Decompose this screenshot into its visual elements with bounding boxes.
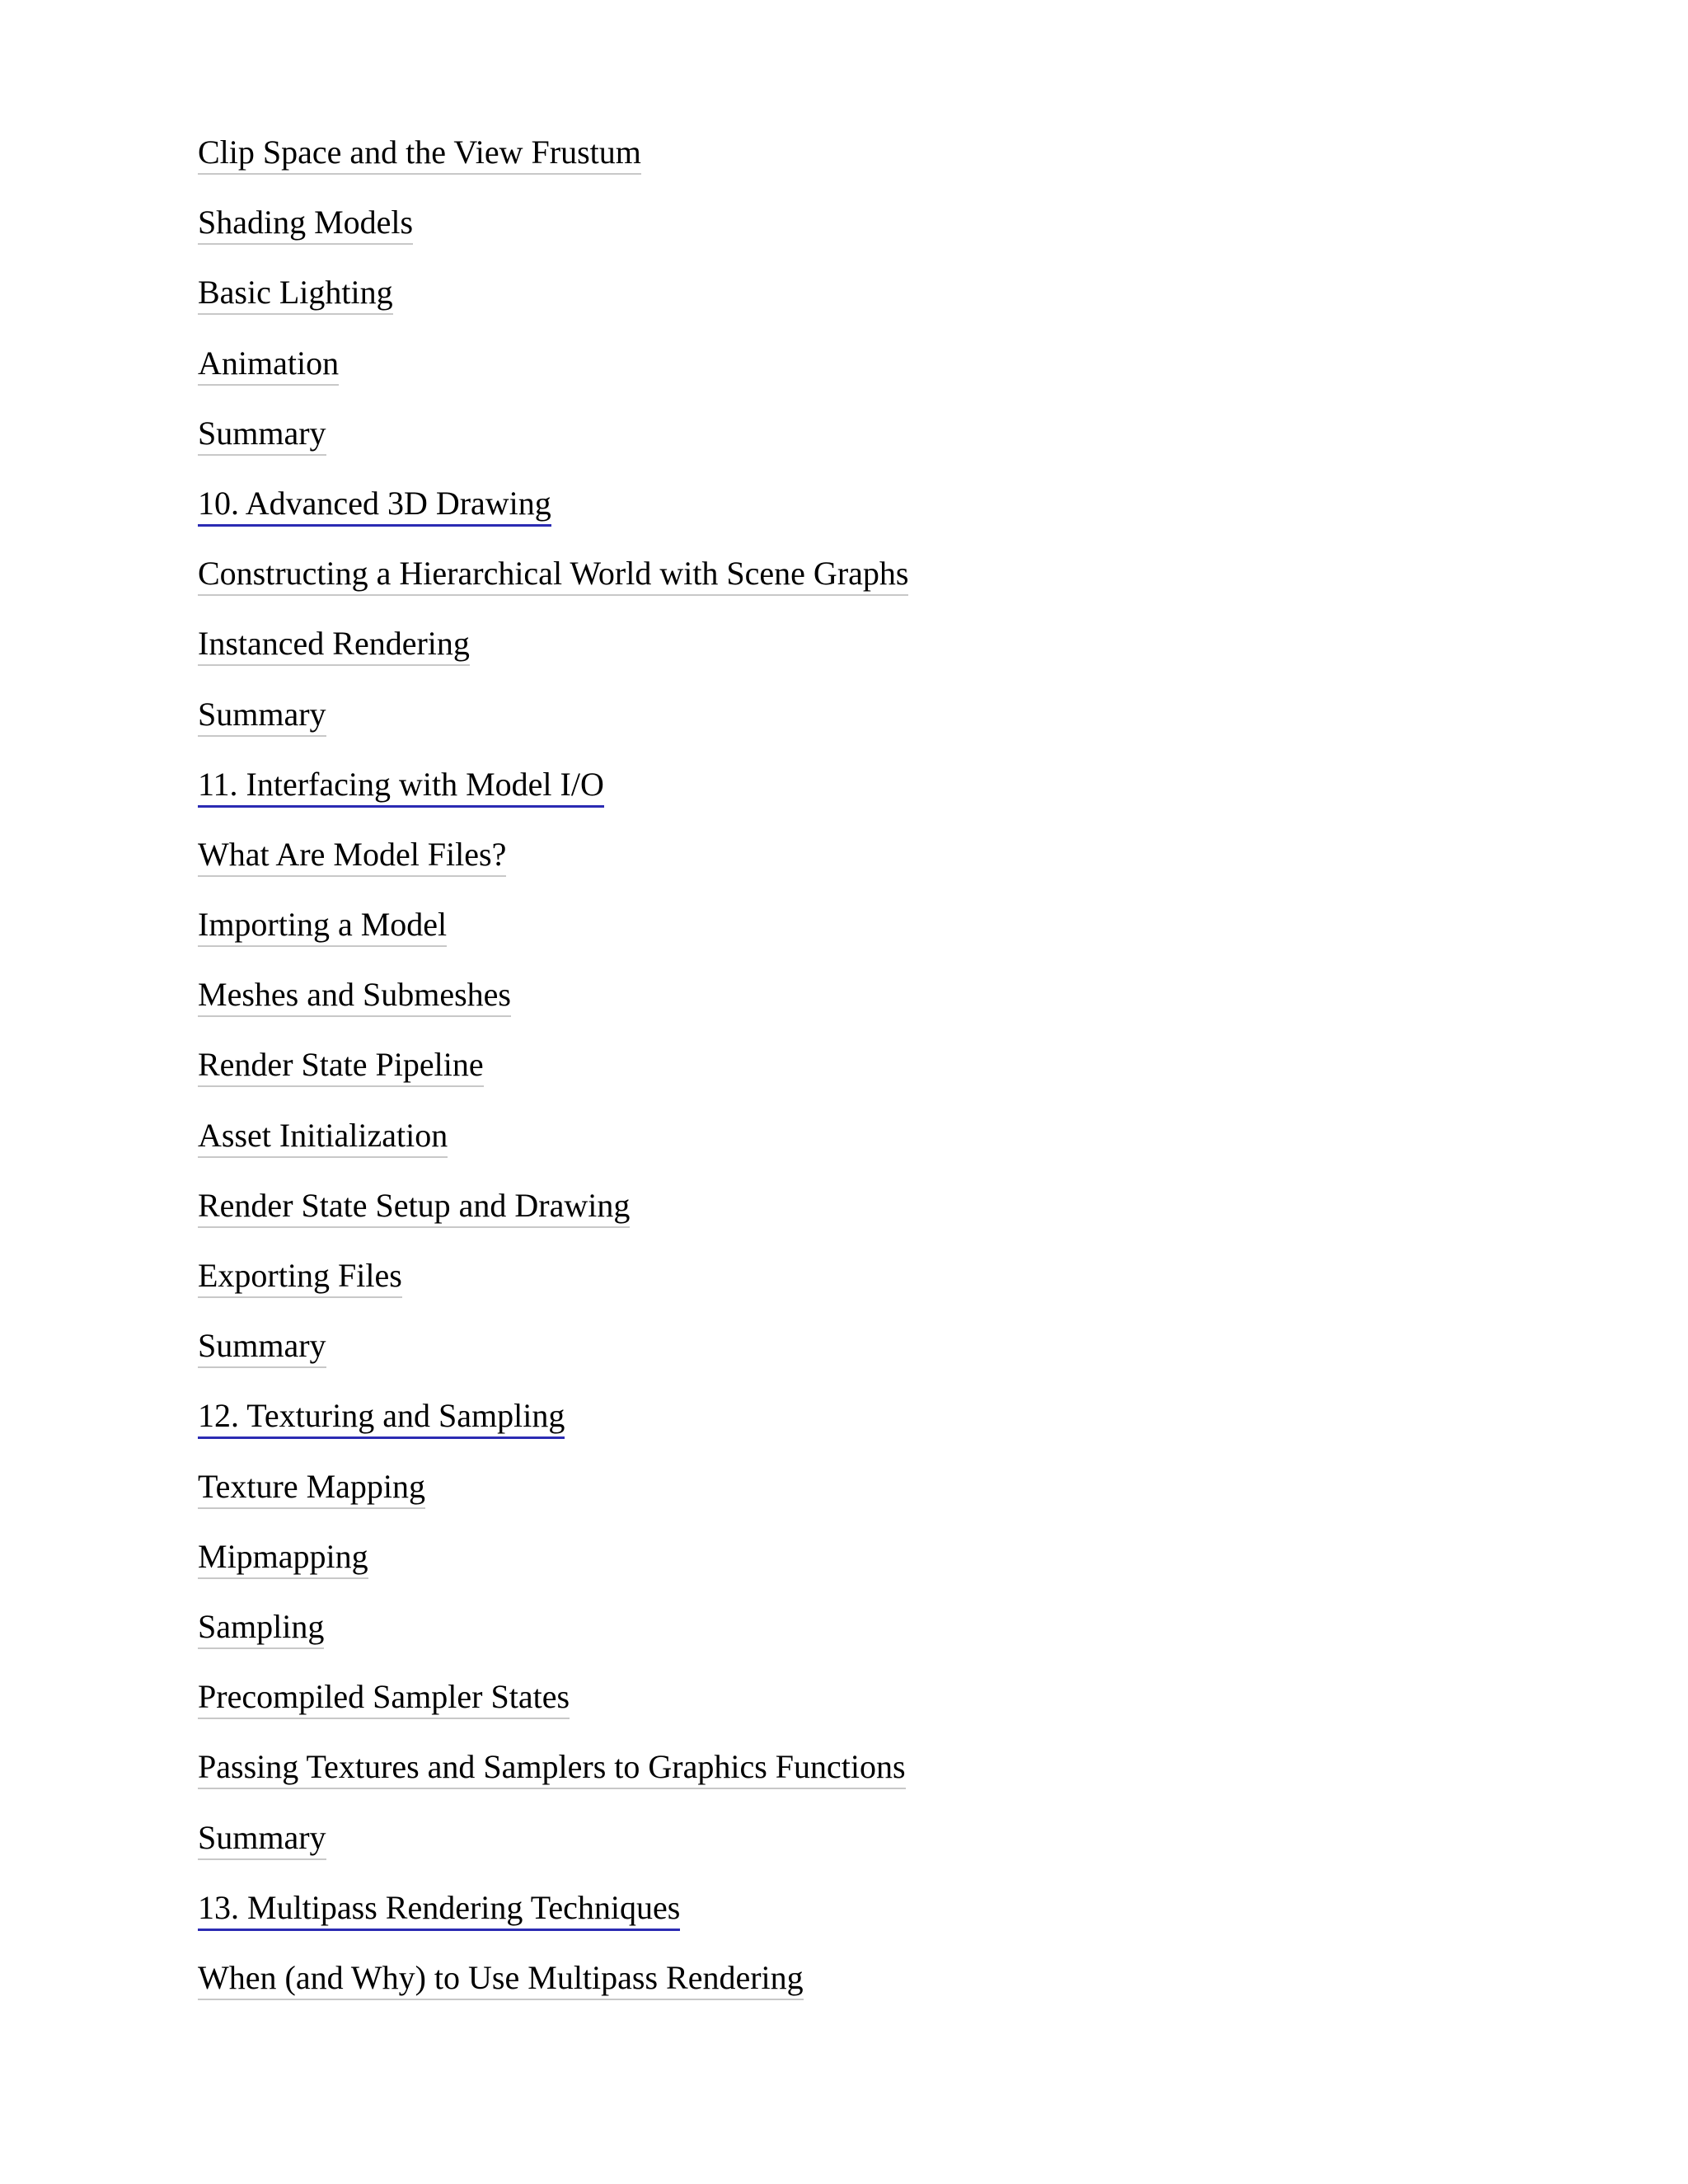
toc-link-chapter-10[interactable]: 10. Advanced 3D Drawing <box>198 483 551 527</box>
toc-link-exporting-files[interactable]: Exporting Files <box>198 1255 402 1298</box>
toc-entry <box>198 553 1599 623</box>
toc-entry <box>198 483 1599 553</box>
toc-entry <box>198 1887 1599 1957</box>
toc-link-precompiled-sampler-states[interactable]: Precompiled Sampler States <box>198 1676 570 1719</box>
toc-link-animation[interactable]: Animation <box>198 343 339 386</box>
toc-entry <box>198 1536 1599 1606</box>
toc-link-asset-initialization[interactable]: Asset Initialization <box>198 1115 448 1158</box>
toc-link-scene-graphs[interactable]: Constructing a Hierarchical World with Scene Graphs <box>198 553 908 596</box>
toc-link-chapter-13[interactable]: 13. Multipass Rendering Techniques <box>198 1887 680 1931</box>
toc-link-shading-models[interactable]: Shading Models <box>198 202 413 245</box>
toc-entry <box>198 1466 1599 1536</box>
toc-link-chapter-11[interactable]: 11. Interfacing with Model I/O <box>198 764 604 808</box>
toc-link-chapter-12[interactable]: 12. Texturing and Sampling <box>198 1395 565 1439</box>
toc-entry <box>198 1606 1599 1676</box>
toc-entry <box>198 1325 1599 1395</box>
toc-entry <box>198 834 1599 904</box>
toc-entry <box>198 623 1599 693</box>
toc-entry <box>198 1957 1599 2027</box>
toc-entry <box>198 904 1599 974</box>
toc-link-render-state-pipeline[interactable]: Render State Pipeline <box>198 1044 484 1087</box>
toc-link-model-files[interactable]: What Are Model Files? <box>198 834 506 877</box>
toc-link-summary-12[interactable]: Summary <box>198 1817 326 1860</box>
toc-link-importing-model[interactable]: Importing a Model <box>198 904 447 947</box>
toc-link-passing-textures-samplers[interactable]: Passing Textures and Samplers to Graphics Functions <box>198 1746 906 1789</box>
toc-entry <box>198 1044 1599 1114</box>
toc-entry <box>198 343 1599 413</box>
toc-link-summary-10[interactable]: Summary <box>198 694 326 737</box>
toc-entry <box>198 764 1599 834</box>
toc-entry <box>198 694 1599 764</box>
toc-entry <box>198 1395 1599 1465</box>
toc-link-sampling[interactable]: Sampling <box>198 1606 324 1649</box>
toc-link-mipmapping[interactable]: Mipmapping <box>198 1536 368 1579</box>
toc-link-texture-mapping[interactable]: Texture Mapping <box>198 1466 425 1509</box>
toc-entry <box>198 1746 1599 1816</box>
toc-entry <box>198 1817 1599 1887</box>
toc-entry <box>198 1255 1599 1325</box>
toc-entry <box>198 413 1599 483</box>
toc-link-meshes-submeshes[interactable]: Meshes and Submeshes <box>198 974 511 1017</box>
toc-link-render-state-setup[interactable]: Render State Setup and Drawing <box>198 1185 630 1228</box>
toc-entry <box>198 974 1599 1044</box>
toc-entry <box>198 1115 1599 1185</box>
toc-link-basic-lighting[interactable]: Basic Lighting <box>198 272 393 315</box>
toc-entry <box>198 202 1599 272</box>
table-of-contents <box>198 132 1599 2027</box>
toc-link-clip-space[interactable]: Clip Space and the View Frustum <box>198 132 641 175</box>
toc-link-instanced-rendering[interactable]: Instanced Rendering <box>198 623 470 666</box>
toc-entry <box>198 272 1599 342</box>
toc-link-when-why-multipass[interactable]: When (and Why) to Use Multipass Rendering <box>198 1957 804 2000</box>
toc-link-summary-9[interactable]: Summary <box>198 413 326 456</box>
toc-entry <box>198 1676 1599 1746</box>
toc-entry <box>198 1185 1599 1255</box>
toc-link-summary-11[interactable]: Summary <box>198 1325 326 1368</box>
toc-entry <box>198 132 1599 202</box>
